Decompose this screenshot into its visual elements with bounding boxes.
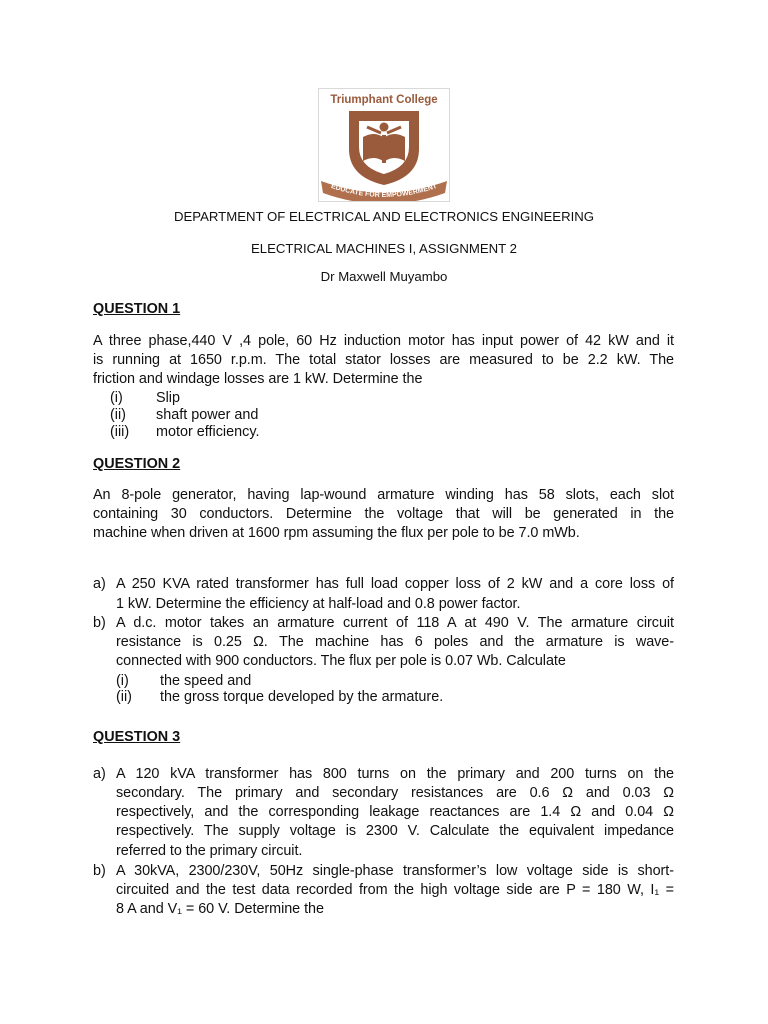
q3b-text-line: 8 A and V₁ = 60 V. Determine the xyxy=(116,901,324,917)
q2-text-line: An 8-pole generator, having lap-wound armature winding has 58 slots, each slot xyxy=(93,487,674,503)
q1-item-number: (i) xyxy=(110,390,123,406)
q2a-text-line: A 250 KVA rated transformer has full load copper loss of 2 kW and a core loss of xyxy=(116,576,674,592)
q1-text-line: A three phase,440 V ,4 pole, 60 Hz induction motor has input power of 42 kW and it xyxy=(93,333,674,349)
q1-item-text: shaft power and xyxy=(156,407,259,423)
question-3-title: QUESTION 3 xyxy=(93,729,181,745)
q1-text-line: is running at 1650 r.p.m. The total stator losses are measured to be 2.2 kW. The xyxy=(93,352,674,368)
q2b-item-number: (ii) xyxy=(116,689,132,705)
lecturer-name: Dr Maxwell Muyambo xyxy=(320,269,448,284)
course-heading: ELECTRICAL MACHINES I, ASSIGNMENT 2 xyxy=(250,241,517,256)
q1-text-line: friction and windage losses are 1 kW. Determine the xyxy=(93,371,423,387)
q2b-label: b) xyxy=(93,615,106,631)
q2-text-line: containing 30 conductors. Determine the voltage that will be generated in the xyxy=(93,506,674,522)
q1-item-text: Slip xyxy=(156,390,180,406)
q3b-text-line: A 30kVA, 2300/230V, 50Hz single-phase transformer’s low voltage side is short- xyxy=(116,863,674,879)
q2a-label: a) xyxy=(93,576,106,592)
q3a-text-line: secondary. The primary and secondary resistances are 0.6 Ω and 0.03 Ω xyxy=(116,785,674,801)
college-logo xyxy=(318,88,450,202)
q1-item-number: (iii) xyxy=(110,424,130,440)
q2b-text-line: A d.c. motor takes an armature current of 118 A at 490 V. The armature circuit xyxy=(116,615,674,631)
question-1-title: QUESTION 1 xyxy=(93,301,181,317)
q2b-text-line: connected with 900 conductors. The flux per pole is 0.07 Wb. Calculate xyxy=(116,653,566,669)
q3a-text-line: respectively, and the corresponding leakage reactances are 1.4 Ω and 0.04 Ω xyxy=(116,804,674,820)
q3a-text-line: referred to the primary circuit. xyxy=(116,843,303,859)
q3b-text-line: circuited and the test data recorded from the high voltage side are P = 180 W, I₁ = xyxy=(116,882,674,898)
college-crest-icon xyxy=(319,89,449,201)
question-2-title: QUESTION 2 xyxy=(93,456,181,472)
q3a-text-line: A 120 kVA transformer has 800 turns on the primary and 200 turns on the xyxy=(116,766,674,782)
q1-item-number: (ii) xyxy=(110,407,126,423)
logo-college-name: Triumphant College xyxy=(330,94,438,106)
q2b-item-number: (i) xyxy=(116,673,129,689)
q2a-text-line: 1 kW. Determine the efficiency at half-load and 0.8 power factor. xyxy=(116,596,521,612)
q2b-item-text: the speed and xyxy=(160,673,252,689)
q1-item-text: motor efficiency. xyxy=(156,424,260,440)
q3a-text-line: respectively. The supply voltage is 2300 V. Calculate the equivalent impedance xyxy=(116,823,674,839)
logo-motto: EDUCATE FOR EMPOWERMENT xyxy=(330,182,438,200)
q3a-label: a) xyxy=(93,766,106,782)
q3b-label: b) xyxy=(93,863,106,879)
q2b-item-text: the gross torque developed by the armature. xyxy=(160,689,444,705)
q2-text-line: machine when driven at 1600 rpm assuming the flux per pole to be 7.0 mWb. xyxy=(93,525,580,541)
q2b-text-line: resistance is 0.25 Ω. The machine has 6 poles and the armature is wave- xyxy=(116,634,674,650)
department-heading: DEPARTMENT OF ELECTRICAL AND ELECTRONICS ENGINEERING xyxy=(173,209,595,224)
